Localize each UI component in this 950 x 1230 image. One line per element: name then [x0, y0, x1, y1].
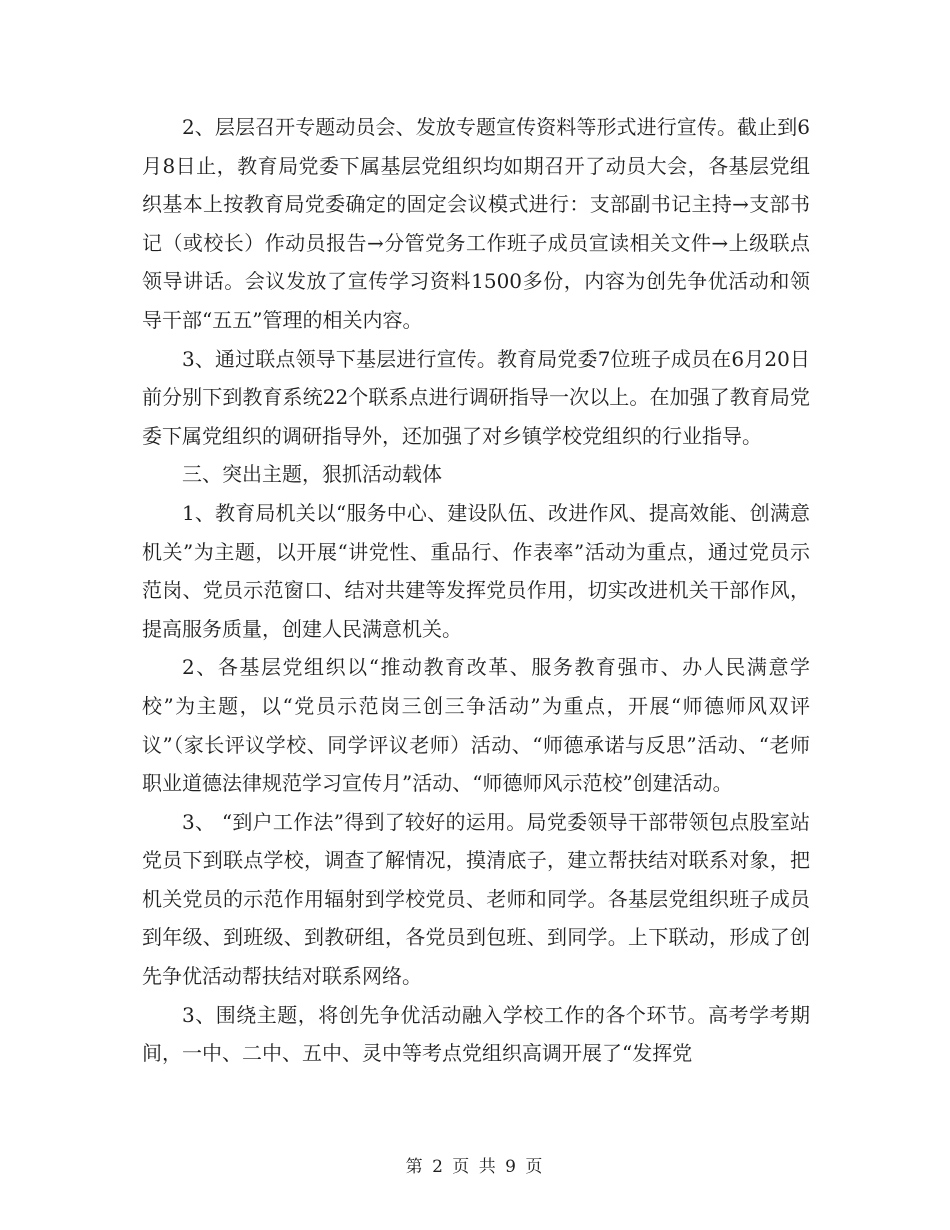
paragraph-publicity-meetings: 2、层层召开专题动员会、发放专题宣传资料等形式进行宣传。截止到6月8日止，教育局党委下属基层党组织均如期召开了动员大会，各基层党组织基本上按教育局党委确定的固定会议模式进行：支部副书记主持→支部书记（或校长）作动员报告→分管党务工作班子成员宣读相关文件→上级联点领导讲话。会议发放了宣传学习资料1500多份，内容为创先争优活动和领导干部“五五”管理的相关内容。 [142, 115, 810, 332]
paragraph-leader-visits: 3、通过联点领导下基层进行宣传。教育局党委7位班子成员在6月20日前分别下到教育系统22个联系点进行调研指导一次以上。在加强了教育局党委下属党组织的调研指导外，还加强了对乡镇学校党组织的行业指导。 [142, 346, 810, 448]
paragraph-bureau-theme: 1、教育局机关以“服务中心、建设队伍、改进作风、提高效能、创满意机关”为主题，以开展“讲党性、重品行、作表率”活动为重点，通过党员示范岗、党员示范窗口、结对共建等发挥党员作用，切实改进机关干部作风，提高服务质量，创建人民满意机关。 [142, 500, 810, 641]
paragraph-grassroots-theme: 2、各基层党组织以“推动教育改革、服务教育强市、办人民满意学校”为主题，以“党员示范岗三创三争活动”为重点，开展“师德师风双评议”（家长评议学校、同学评议老师）活动、“师德承诺与反思”活动、“老师职业道德法律规范学习宣传月”活动、“师德师风示范校”创建活动。 [142, 655, 810, 796]
paragraph-integrate-school-work: 3、围绕主题，将创先争优活动融入学校工作的各个环节。高考学考期间，一中、二中、五中、灵中等考点党组织高调开展了“发挥党 [142, 1002, 810, 1066]
document-body [142, 108, 810, 1073]
section-heading-3: 三、突出主题，狠抓活动载体 [182, 462, 442, 487]
page-number-footer: 第 2 页 共 9 页 [405, 1157, 545, 1177]
paragraph-household-method: 3、 “到户工作法”得到了较好的运用。局党委领导干部带领包点股室站党员下到联点学校，调查了解情况，摸清底子，建立帮扶结对联系对象，把机关党员的示范作用辐射到学校党员、老师和同学。各基层党组织班子成员到年级、到班级、到教研组，各党员到包班、到同学。上下联动，形成了创先争优活动帮扶结对联系网络。 [142, 809, 810, 989]
